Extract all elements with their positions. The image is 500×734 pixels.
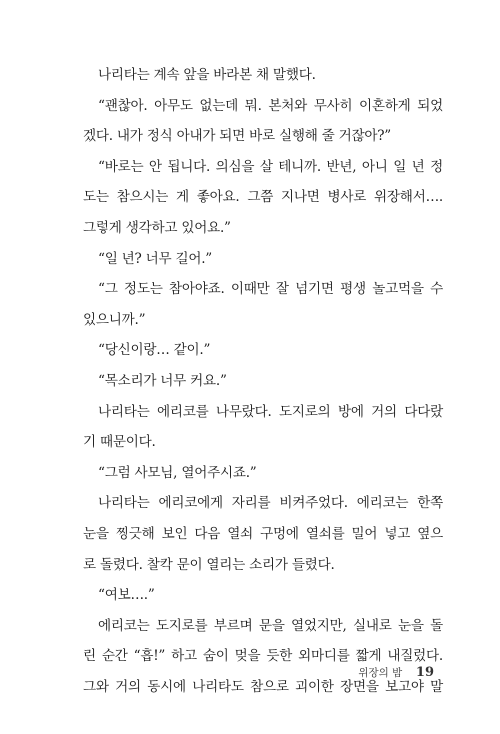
- text-line: 눈을 찡긋해 보인 다음 열쇠 구멍에 열쇠를 밀어 넣고 옆으: [83, 525, 443, 542]
- page-number: 19: [415, 665, 434, 680]
- text-line: 그와 거의 동시에 나리타도 참으로 괴이한 장면을 보고야 말: [83, 678, 443, 695]
- text-line: “괜찮아. 아무도 없는데 뭐. 본처와 무사히 이혼하게 되었: [98, 97, 443, 114]
- text-line: 기 때문이다.: [83, 434, 156, 451]
- text-line: “여보….”: [98, 587, 155, 604]
- text-line: “목소리가 너무 커요.”: [98, 372, 227, 389]
- text-line: “그럼 사모님, 열어주시죠.”: [98, 464, 257, 481]
- text-line: “바로는 안 됩니다. 의심을 살 테니까. 반년, 아니 일 년 정: [98, 158, 443, 175]
- text-line: 있으니까.”: [83, 311, 146, 328]
- running-title: 위장의 밤: [358, 667, 403, 679]
- page-body: [83, 64, 443, 706]
- text-line: 나리타는 에리코에게 자리를 비켜주었다. 에리코는 한쪽: [98, 495, 443, 512]
- text-line: 도는 참으시는 게 좋아요. 그쯤 지나면 병사로 위장해서….: [83, 189, 443, 206]
- text-line: “그 정도는 참아야죠. 이때만 잘 넘기면 평생 놀고먹을 수: [98, 281, 443, 298]
- text-line: 린 순간 “흡!” 하고 숨이 멎을 듯한 외마디를 짧게 내질렀다.: [83, 648, 443, 665]
- page-footer: [358, 665, 434, 680]
- text-line: “당신이랑… 같이.”: [98, 342, 211, 359]
- text-line: 에리코는 도지로를 부르며 문을 열었지만, 실내로 눈을 돌: [98, 617, 443, 634]
- text-line: 나리타는 에리코를 나무랐다. 도지로의 방에 거의 다다랐: [98, 403, 443, 420]
- text-line: 겠다. 내가 정식 아내가 되면 바로 실행해 줄 거잖아?”: [83, 128, 392, 145]
- text-line: 그렇게 생각하고 있어요.”: [83, 219, 231, 236]
- text-line: 나리타는 계속 앞을 바라본 채 말했다.: [98, 67, 316, 83]
- text-line: “일 년? 너무 길어.”: [98, 250, 213, 267]
- text-line: 로 돌렸다. 찰칵 문이 열리는 소리가 들렸다.: [83, 556, 335, 573]
